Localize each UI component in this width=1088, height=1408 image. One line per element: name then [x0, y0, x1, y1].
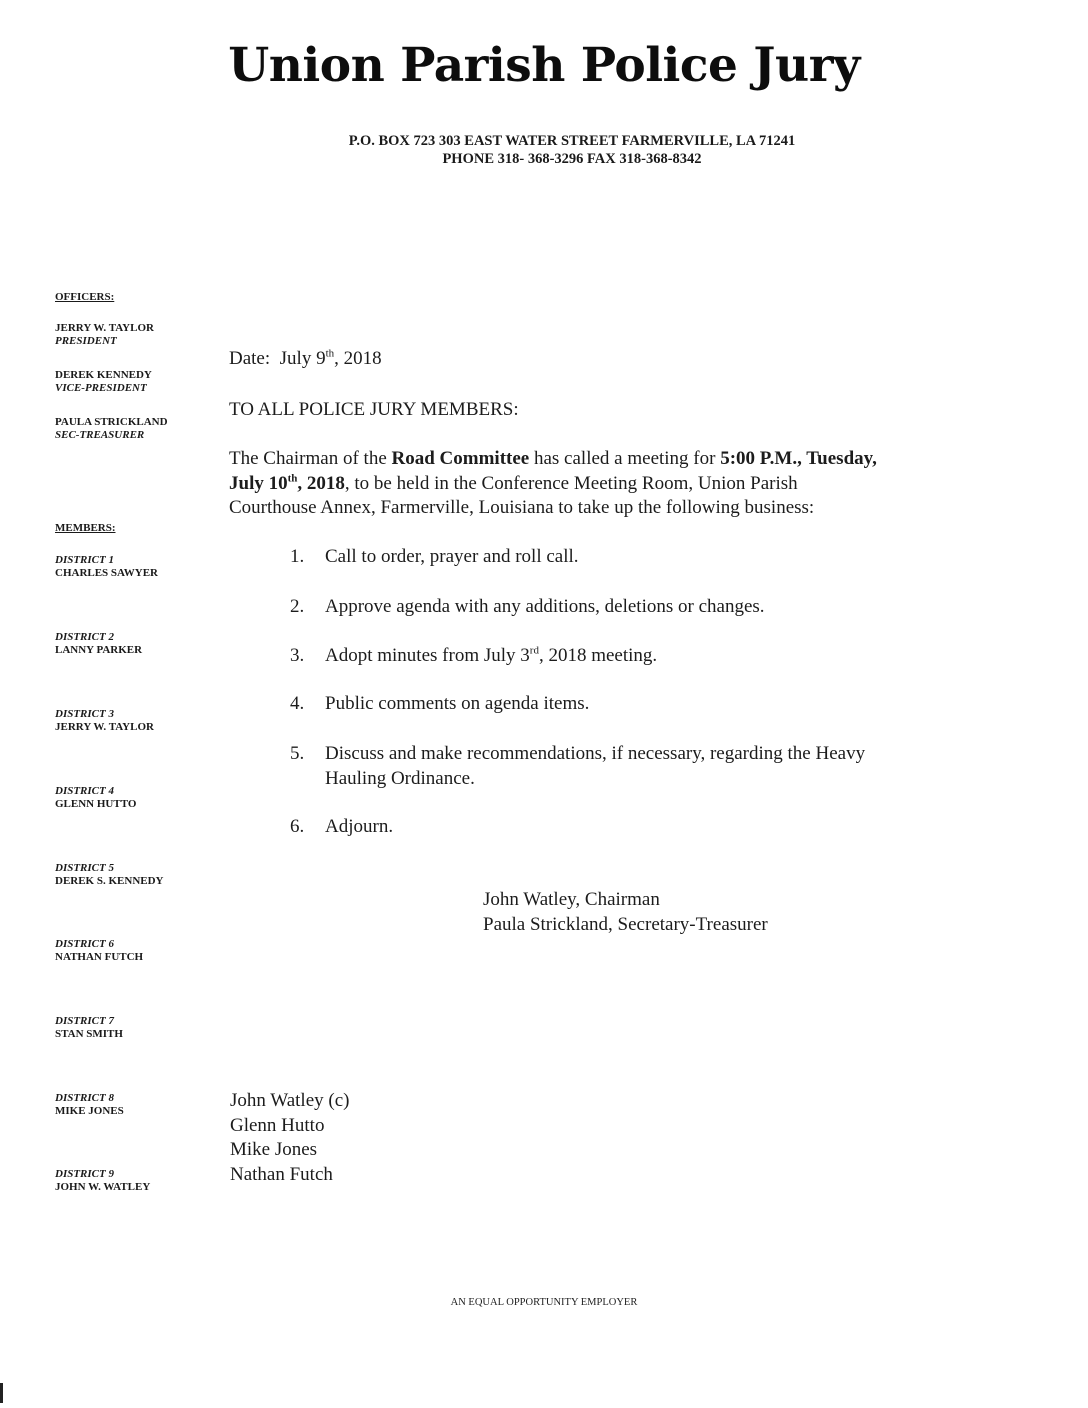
officer-title: SEC-TREASURER [55, 429, 145, 441]
member-district-1 [55, 554, 225, 580]
roster-member: Mike Jones [230, 1139, 318, 1160]
agenda-item-3: 3. Adopt minutes from July 3rd, 2018 meeting. [290, 644, 658, 666]
agenda-item-6: 6. Adjourn. [290, 816, 394, 837]
meeting-date: July 10th, 2018 [229, 472, 345, 494]
member-district: DISTRICT 3 [55, 708, 114, 720]
member-district: DISTRICT 7 [55, 1015, 114, 1027]
signature-chairman: John Watley, Chairman [483, 889, 660, 910]
committee-roster [230, 1089, 349, 1187]
member-district-2 [55, 631, 225, 657]
member-district: DISTRICT 8 [55, 1092, 114, 1104]
officer-sec-treasurer [55, 416, 225, 442]
member-district-8 [55, 1092, 225, 1118]
officer-vice-president [55, 369, 225, 395]
signature-secretary: Paula Strickland, Secretary-Treasurer [483, 913, 768, 935]
member-district-4 [55, 785, 225, 811]
officer-name: PAULA STRICKLAND [55, 416, 168, 428]
officer-name: DEREK KENNEDY [55, 369, 152, 381]
officer-president [55, 322, 225, 348]
phone-fax-line: PHONE 318- 368-3296 FAX 318-368-8342 [442, 151, 702, 167]
member-name: JOHN W. WATLEY [55, 1181, 151, 1193]
footer-eoe: AN EQUAL OPPORTUNITY EMPLOYER [450, 1297, 638, 1308]
member-name: NATHAN FUTCH [55, 951, 144, 963]
member-name: DEREK S. KENNEDY [55, 875, 164, 887]
roster-member: John Watley (c) [230, 1090, 350, 1111]
member-district-6 [55, 938, 225, 964]
member-name: GLENN HUTTO [55, 798, 137, 810]
agenda-item-5: 5. Discuss and make recommendations, if necessary, regarding the Heavy Hauling Ordinance. [290, 743, 866, 789]
member-name: MIKE JONES [55, 1105, 124, 1117]
member-district: DISTRICT 5 [55, 862, 114, 874]
agenda-item-1: 1. Call to order, prayer and roll call. [290, 546, 579, 567]
member-district-9 [55, 1168, 225, 1194]
member-district: DISTRICT 1 [55, 554, 114, 566]
letter-salutation: TO ALL POLICE JURY MEMBERS: [229, 399, 519, 420]
agenda-item-2: 2. Approve agenda with any additions, deletions or changes. [290, 596, 765, 617]
committee-name: Road Committee [391, 448, 530, 469]
intro-line-2: July 10th, 2018, to be held in the Conference Meeting Room, Union Parish [229, 472, 798, 494]
address-line: P.O. BOX 723 303 EAST WATER STREET FARMERVILLE, LA 71241 [348, 133, 796, 149]
letter-date: Date: July 9th, 2018 [229, 347, 382, 369]
intro-line-1: The Chairman of the Road Committee has called a meeting for 5:00 P.M., Tuesday, [229, 448, 877, 469]
officer-title: PRESIDENT [55, 335, 117, 347]
members-heading: MEMBERS: [55, 522, 116, 534]
officer-title: VICE-PRESIDENT [55, 382, 147, 394]
member-district: DISTRICT 4 [55, 785, 114, 797]
page-title: Union Parish Police Jury [228, 38, 860, 93]
letter-intro [229, 447, 989, 521]
agenda-item-4: 4. Public comments on agenda items. [290, 693, 590, 714]
member-district-3 [55, 708, 225, 734]
member-name: LANNY PARKER [55, 644, 143, 656]
member-name: CHARLES SAWYER [55, 567, 158, 579]
meeting-time: 5:00 P.M., Tuesday, [720, 448, 877, 469]
member-district: DISTRICT 6 [55, 938, 114, 950]
signature-block [483, 888, 768, 937]
member-district: DISTRICT 2 [55, 631, 114, 643]
member-name: JERRY W. TAYLOR [55, 721, 154, 733]
member-name: STAN SMITH [55, 1028, 123, 1040]
member-district-5 [55, 862, 225, 888]
roster-member: Nathan Futch [230, 1163, 333, 1185]
intro-line-3: Courthouse Annex, Farmerville, Louisiana to take up the following business: [229, 497, 815, 518]
officer-name: JERRY W. TAYLOR [55, 322, 154, 334]
roster-member: Glenn Hutto [230, 1114, 325, 1136]
member-district: DISTRICT 9 [55, 1168, 114, 1180]
member-district-7 [55, 1015, 225, 1041]
officers-heading: OFFICERS: [55, 291, 115, 303]
scan-edge-mark [0, 1383, 3, 1403]
